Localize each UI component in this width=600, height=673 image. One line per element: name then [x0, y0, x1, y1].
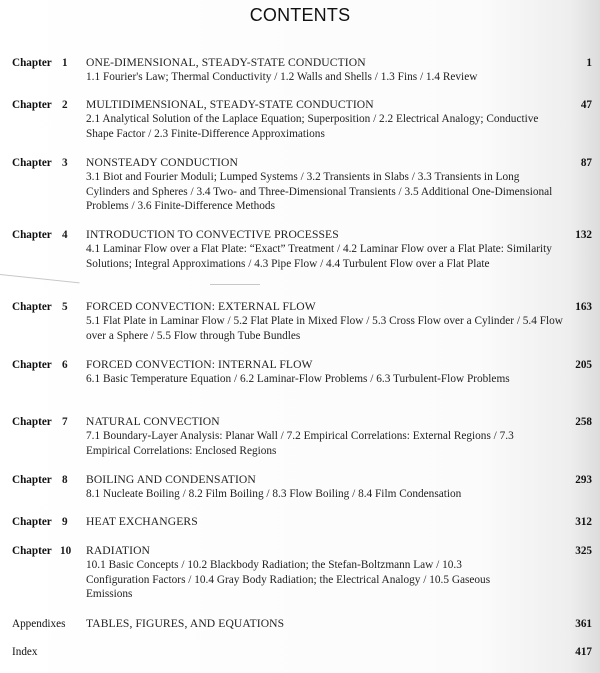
scan-artifact-line	[210, 284, 260, 285]
entry-label: Chapter	[12, 416, 52, 428]
scan-artifact-line	[0, 274, 80, 283]
entry-label: Chapter	[12, 516, 52, 528]
chapter-number: 1	[62, 57, 68, 69]
section-list: 5.1 Flat Plate in Laminar Flow / 5.2 Flat Plate in Mixed Flow / 5.3 Cross Flow over a Cylinder / 5.4 Flow over a Sphere / 5.5 Flow through Tube Bundles	[86, 315, 563, 342]
chapter-title[interactable]: INTRODUCTION TO CONVECTIVE PROCESSES	[86, 228, 339, 241]
chapter-title[interactable]: ONE-DIMENSIONAL, STEADY-STATE CONDUCTION	[86, 56, 366, 69]
section-list: 8.1 Nucleate Boiling / 8.2 Film Boiling / 8.3 Flow Boiling / 8.4 Film Condensation	[86, 488, 462, 501]
entry-label: Chapter	[12, 99, 52, 111]
section-list: 10.1 Basic Concepts / 10.2 Blackbody Radiation; the Stefan-Boltzmann Law / 10.3 Configuration Factors / 10.4 Gray Body Radiation; the Electrical Analogy / 10.5 Gaseous Emissions	[86, 559, 491, 601]
page-number: 361	[575, 618, 592, 630]
entry-label: Chapter	[12, 474, 52, 486]
chapter-number: 6	[62, 359, 68, 371]
section-list: 1.1 Fourier's Law; Thermal Conductivity / 1.2 Walls and Shells / 1.3 Fins / 1.4 Review	[86, 71, 478, 84]
chapter-title[interactable]: HEAT EXCHANGERS	[86, 515, 198, 528]
chapter-number: 7	[62, 416, 68, 428]
entry-label[interactable]: Index	[12, 646, 38, 658]
page-number: 417	[575, 646, 592, 658]
entry-label: Chapter	[12, 359, 52, 371]
page-number: 163	[575, 301, 592, 313]
chapter-title[interactable]: NATURAL CONVECTION	[86, 415, 220, 428]
appendix-title[interactable]: TABLES, FIGURES, AND EQUATIONS	[86, 617, 285, 630]
chapter-title[interactable]: FORCED CONVECTION: INTERNAL FLOW	[86, 358, 313, 371]
section-list: 7.1 Boundary-Layer Analysis: Planar Wall / 7.2 Empirical Correlations: External Regions / 7.3 Empirical Correlations: Enclosed Regions	[86, 430, 514, 457]
chapter-number: 3	[62, 157, 68, 169]
entry-label: Appendixes	[12, 618, 66, 630]
page-number: 1	[586, 57, 592, 69]
entry-label: Chapter	[12, 157, 52, 169]
chapter-number: 8	[62, 474, 68, 486]
page-number: 205	[575, 359, 592, 371]
chapter-number: 2	[62, 99, 68, 111]
page-number: 47	[580, 99, 592, 111]
page-number: 293	[575, 474, 592, 486]
chapter-title[interactable]: RADIATION	[86, 544, 151, 557]
entry-label: Chapter	[12, 229, 52, 241]
page-number: 132	[575, 229, 592, 241]
chapter-title[interactable]: BOILING AND CONDENSATION	[86, 473, 256, 486]
chapter-number: 9	[62, 516, 68, 528]
chapter-number: 10	[60, 545, 72, 557]
entry-label: Chapter	[12, 57, 52, 69]
chapter-title[interactable]: FORCED CONVECTION: EXTERNAL FLOW	[86, 300, 316, 313]
page-number: 312	[575, 516, 592, 528]
chapter-number: 4	[62, 229, 68, 241]
section-list: 2.1 Analytical Solution of the Laplace Equation; Superposition / 2.2 Electrical Analogy; Conductive Shape Factor / 2.3 Finite-Difference Approximations	[86, 113, 539, 140]
section-list: 6.1 Basic Temperature Equation / 6.2 Laminar-Flow Problems / 6.3 Turbulent-Flow Problems	[86, 373, 510, 386]
section-list: 3.1 Biot and Fourier Moduli; Lumped Systems / 3.2 Transients in Slabs / 3.3 Transients in Long Cylinders and Spheres / 3.4 Two- and Three-Dimensional Transients / 3.5 Additional One-Dimensional Problems / 3.6 Finite-Difference Methods	[86, 171, 553, 213]
chapter-number: 5	[62, 301, 68, 313]
page-number: 87	[580, 157, 592, 169]
entry-label: Chapter	[12, 545, 52, 557]
page-number: 325	[575, 545, 592, 557]
chapter-title[interactable]: NONSTEADY CONDUCTION	[86, 156, 238, 169]
entry-label: Chapter	[12, 301, 52, 313]
chapter-title[interactable]: MULTIDIMENSIONAL, STEADY-STATE CONDUCTION	[86, 98, 374, 111]
page-number: 258	[575, 416, 592, 428]
page-title: CONTENTS	[249, 5, 351, 25]
section-list: 4.1 Laminar Flow over a Flat Plate: “Exact” Treatment / 4.2 Laminar Flow over a Flat Plate: Similarity Solutions; Integral Approximations / 4.3 Pipe Flow / 4.4 Turbulent Flow over a Flat Plate	[86, 243, 552, 270]
